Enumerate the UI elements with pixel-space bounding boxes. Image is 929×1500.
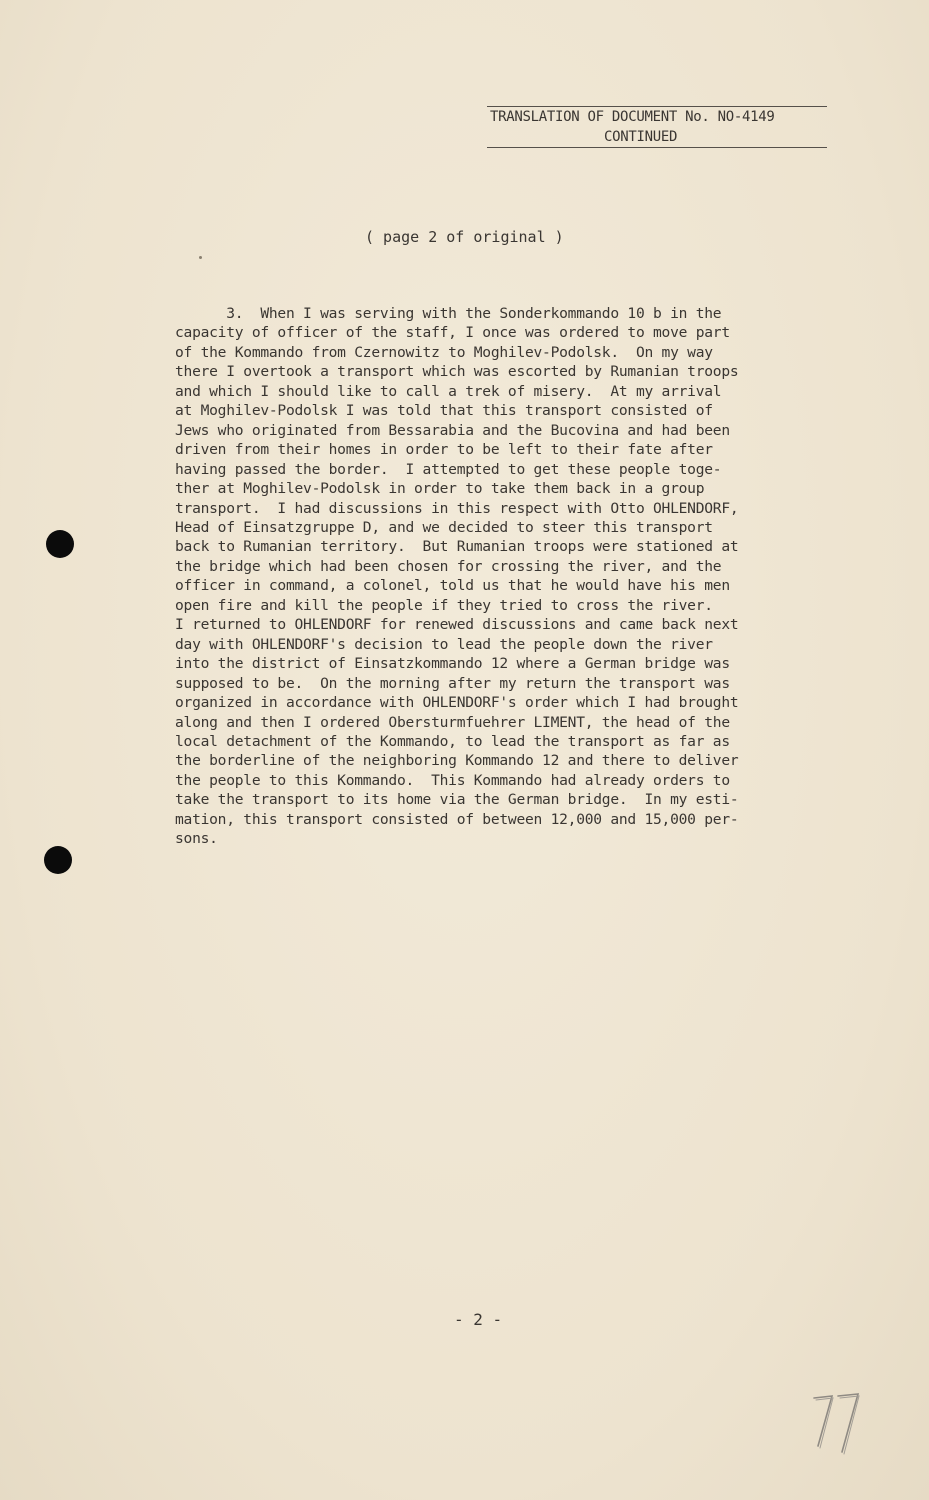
body-line: back to Rumanian territory. But Rumanian troops were stationed at	[175, 538, 739, 556]
body-line: organized in accordance with OHLENDORF's order which I had brought	[175, 694, 739, 712]
body-paragraph	[175, 304, 815, 849]
body-line: of the Kommando from Czernowitz to Moghilev-Podolsk. On my way	[175, 343, 713, 361]
punch-hole-lower	[44, 846, 72, 874]
body-line: into the district of Einsatzkommando 12 where a German bridge was	[175, 655, 730, 673]
body-line: supposed to be. On the morning after my return the transport was	[175, 674, 730, 692]
body-line: sons.	[175, 830, 218, 848]
body-line: local detachment of the Kommando, to lead the transport as far as	[175, 732, 730, 750]
body-line: officer in command, a colonel, told us that he would have his men	[175, 577, 730, 595]
header-title: TRANSLATION OF DOCUMENT No. NO-4149	[490, 109, 775, 125]
body-line: driven from their homes in order to be left to their fate after	[175, 441, 713, 459]
page-number: - 2 -	[454, 1310, 503, 1329]
body-line: Head of Einsatzgruppe D, and we decided to steer this transport	[175, 518, 713, 536]
body-line: at Moghilev-Podolsk I was told that this transport consisted of	[175, 402, 713, 420]
header-underline-title	[487, 106, 827, 107]
body-line: mation, this transport consisted of between 12,000 and 15,000 per-	[175, 810, 739, 828]
page-of-original-label: ( page 2 of original )	[365, 228, 564, 246]
body-line: the bridge which had been chosen for crossing the river, and the	[175, 557, 722, 575]
body-line: the people to this Kommando. This Kommando had already orders to	[175, 771, 730, 789]
body-line: take the transport to its home via the German bridge. In my esti-	[175, 791, 739, 809]
header-underline-continued	[487, 147, 827, 148]
body-line: having passed the border. I attempted to get these people toge-	[175, 460, 722, 478]
body-line: open fire and kill the people if they tried to cross the river.	[175, 596, 713, 614]
punch-hole-upper	[46, 530, 74, 558]
body-line: 3. When I was serving with the Sonderkommando 10 b in the	[175, 305, 722, 322]
body-line: Jews who originated from Bessarabia and the Bucovina and had been	[175, 421, 730, 439]
body-line: there I overtook a transport which was escorted by Rumanian troops	[175, 363, 739, 381]
document-header	[487, 107, 827, 147]
body-line: the borderline of the neighboring Kommando 12 and there to deliver	[175, 752, 739, 770]
body-line: ther at Moghilev-Podolsk in order to take them back in a group	[175, 480, 705, 498]
body-line: day with OHLENDORF's decision to lead the people down the river	[175, 635, 713, 653]
paper-speck	[199, 256, 202, 259]
handwritten-page-mark	[806, 1388, 866, 1464]
body-line: and which I should like to call a trek of misery. At my arrival	[175, 382, 722, 400]
body-line: transport. I had discussions in this respect with Otto OHLENDORF,	[175, 499, 739, 517]
handwritten-77-drawing	[806, 1388, 866, 1460]
header-continued: CONTINUED	[604, 129, 678, 145]
body-line: along and then I ordered Obersturmfuehrer LIMENT, the head of the	[175, 713, 730, 731]
body-line: capacity of officer of the staff, I once was ordered to move part	[175, 324, 730, 342]
body-line: I returned to OHLENDORF for renewed discussions and came back next	[175, 616, 739, 634]
